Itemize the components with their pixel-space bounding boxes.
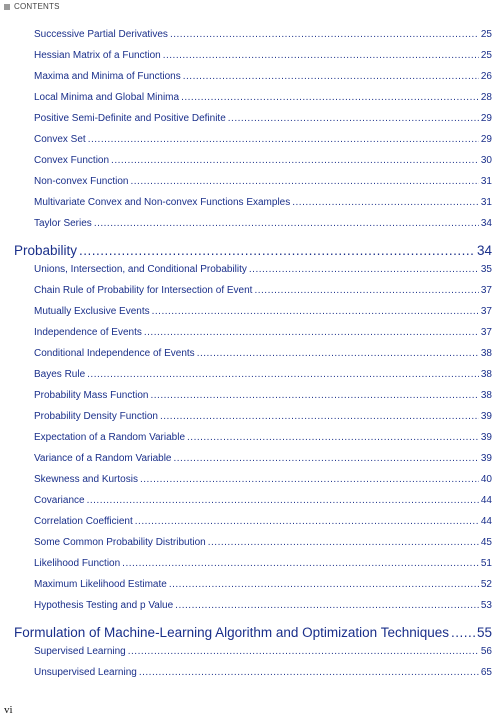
header-square-icon: [4, 4, 10, 10]
toc-entry-title: Hessian Matrix of a Function: [34, 50, 161, 61]
toc-entry[interactable]: [34, 557, 492, 571]
toc-entry[interactable]: [34, 410, 492, 424]
toc-dot-leader: [228, 112, 479, 126]
toc-entry-page: 51: [480, 558, 492, 569]
toc-entry[interactable]: [34, 175, 492, 189]
toc-entry-title: Variance of a Random Variable: [34, 453, 172, 464]
toc-entry-page: 29: [480, 113, 492, 124]
toc-entry-page: 37: [480, 327, 492, 338]
toc-section-entry[interactable]: [14, 242, 492, 260]
toc-entry-page: 39: [480, 411, 492, 422]
toc-entry-title: Chain Rule of Probability for Intersection of Event: [34, 285, 253, 296]
toc-entry[interactable]: [34, 305, 492, 319]
toc-section-entry[interactable]: [14, 624, 492, 642]
toc-entry-page: 28: [480, 92, 492, 103]
running-header: [4, 2, 60, 11]
toc-entry-page: 37: [480, 306, 492, 317]
toc-entry-page: 45: [480, 537, 492, 548]
toc-entry-title: Covariance: [34, 495, 85, 506]
toc-entry-page: 39: [480, 432, 492, 443]
toc-dot-leader: [174, 452, 479, 466]
toc-entry-page: 44: [480, 495, 492, 506]
toc-entry-page: 30: [480, 155, 492, 166]
toc-dot-leader: [88, 133, 479, 147]
toc-entry-title: Convex Function: [34, 155, 110, 166]
toc-entry-page: 37: [480, 285, 492, 296]
toc-dot-leader: [254, 284, 478, 298]
toc-entry-title: Unsupervised Learning: [34, 667, 137, 678]
toc-dot-leader: [122, 557, 479, 571]
toc-entry-title: Non-convex Function: [34, 176, 129, 187]
toc-entry-page: 55: [476, 625, 492, 640]
toc-dot-leader: [249, 263, 479, 277]
toc-entry-title: Successive Partial Derivatives: [34, 29, 168, 40]
toc-dot-leader: [181, 91, 479, 105]
toc-entry[interactable]: [34, 91, 492, 105]
toc-dot-leader: [111, 154, 479, 168]
toc-entry[interactable]: [34, 133, 492, 147]
toc-dot-leader: [128, 645, 479, 659]
toc-dot-leader: [169, 578, 479, 592]
toc-entry-page: 39: [480, 453, 492, 464]
toc-entry-page: 52: [480, 579, 492, 590]
toc-entry-page: 34: [480, 218, 492, 229]
header-label: CONTENTS: [14, 2, 60, 11]
toc-dot-leader: [175, 599, 479, 613]
toc-entry-page: 65: [480, 667, 492, 678]
toc-dot-leader: [292, 196, 479, 210]
toc-entry-page: 44: [480, 516, 492, 527]
toc-entry[interactable]: [34, 217, 492, 231]
toc-dot-leader: [187, 431, 479, 445]
toc-entry[interactable]: [34, 347, 492, 361]
toc-dot-leader: [451, 624, 475, 642]
toc-entry-page: 25: [480, 50, 492, 61]
toc-entry-title: Conditional Independence of Events: [34, 348, 195, 359]
toc-entry[interactable]: [34, 28, 492, 42]
toc-entry[interactable]: [34, 494, 492, 508]
toc-entry-title: Local Minima and Global Minima: [34, 92, 180, 103]
toc-entry-title: Probability: [14, 243, 78, 258]
toc-entry[interactable]: [34, 515, 492, 529]
toc-entry[interactable]: [34, 599, 492, 613]
toc-dot-leader: [87, 368, 479, 382]
toc-dot-leader: [163, 49, 479, 63]
toc-entry[interactable]: [34, 431, 492, 445]
toc-entry-page: 38: [480, 369, 492, 380]
toc-dot-leader: [152, 305, 479, 319]
toc-dot-leader: [183, 70, 479, 84]
toc-entry-title: Supervised Learning: [34, 646, 126, 657]
toc-entry[interactable]: [34, 473, 492, 487]
toc-dot-leader: [131, 175, 479, 189]
toc-entry-page: 53: [480, 600, 492, 611]
toc-entry[interactable]: [34, 666, 492, 680]
toc-entry[interactable]: [34, 49, 492, 63]
toc-entry-title: Likelihood Function: [34, 558, 121, 569]
toc-entry-title: Mutually Exclusive Events: [34, 306, 150, 317]
toc-entry-title: Unions, Intersection, and Conditional Probability: [34, 264, 247, 275]
toc-entry-title: Convex Set: [34, 134, 86, 145]
toc-entry-title: Hypothesis Testing and p Value: [34, 600, 174, 611]
toc-dot-leader: [135, 515, 479, 529]
toc-dot-leader: [208, 536, 479, 550]
toc-dot-leader: [79, 242, 475, 260]
toc-entry[interactable]: [34, 645, 492, 659]
toc-entry-page: 56: [480, 646, 492, 657]
toc-entry-page: 34: [476, 243, 492, 258]
toc-entry-page: 26: [480, 71, 492, 82]
toc-entry-page: 31: [480, 176, 492, 187]
toc-dot-leader: [94, 217, 479, 231]
toc-dot-leader: [139, 666, 479, 680]
toc-entry-page: 35: [480, 264, 492, 275]
toc-entry-page: 38: [480, 348, 492, 359]
toc-entry-page: 31: [480, 197, 492, 208]
toc-entry-title: Bayes Rule: [34, 369, 86, 380]
toc-entry-title: Expectation of a Random Variable: [34, 432, 186, 443]
toc-entry-page: 29: [480, 134, 492, 145]
toc-entry-title: Some Common Probability Distribution: [34, 537, 206, 548]
toc-dot-leader: [197, 347, 479, 361]
toc-entry-page: 38: [480, 390, 492, 401]
toc-dot-leader: [151, 389, 479, 403]
toc-entry[interactable]: [34, 368, 492, 382]
toc-dot-leader: [170, 28, 479, 42]
toc-entry[interactable]: [34, 70, 492, 84]
toc-entry-title: Correlation Coefficient: [34, 516, 133, 527]
toc-entry-page: 25: [480, 29, 492, 40]
toc-entry-title: Probability Mass Function: [34, 390, 149, 401]
toc-dot-leader: [140, 473, 479, 487]
toc-entry[interactable]: [34, 389, 492, 403]
toc-entry[interactable]: [34, 263, 492, 277]
toc-entry[interactable]: [34, 578, 492, 592]
toc-dot-leader: [144, 326, 479, 340]
toc-entry[interactable]: [34, 284, 492, 298]
toc-dot-leader: [87, 494, 479, 508]
toc-entry-title: Multivariate Convex and Non-convex Functions Examples: [34, 197, 291, 208]
toc-entry-title: Maximum Likelihood Estimate: [34, 579, 167, 590]
toc-entry[interactable]: [34, 452, 492, 466]
toc-entry-title: Skewness and Kurtosis: [34, 474, 138, 485]
toc-entry[interactable]: [34, 154, 492, 168]
toc-entry-title: Taylor Series: [34, 218, 92, 229]
toc-entry-title: Maxima and Minima of Functions: [34, 71, 181, 82]
toc-entry-title: Probability Density Function: [34, 411, 158, 422]
toc-entry[interactable]: [34, 536, 492, 550]
toc-entry-title: Formulation of Machine-Learning Algorithm and Optimization Techniques: [14, 625, 449, 640]
toc-entry[interactable]: [34, 112, 492, 126]
toc-entry[interactable]: [34, 196, 492, 210]
toc-entry-title: Positive Semi-Definite and Positive Definite: [34, 113, 226, 124]
toc-entry-title: Independence of Events: [34, 327, 142, 338]
toc-entry-page: 40: [480, 474, 492, 485]
page-number: vi: [4, 704, 13, 716]
toc-entry[interactable]: [34, 326, 492, 340]
toc-dot-leader: [160, 410, 479, 424]
